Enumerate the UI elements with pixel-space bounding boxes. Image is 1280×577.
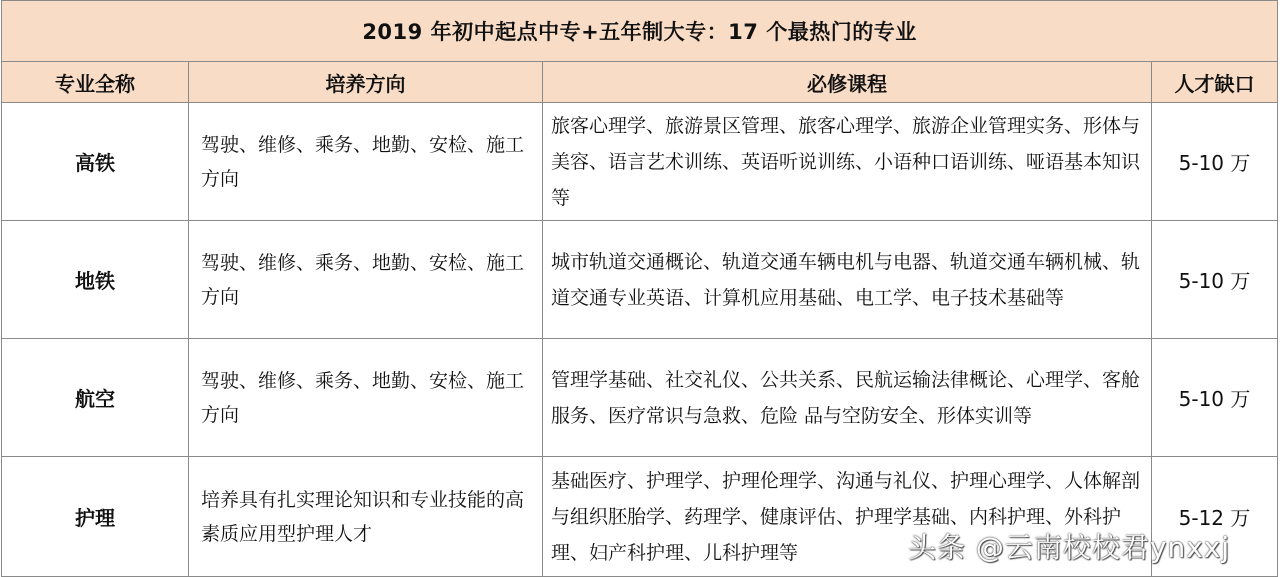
training-direction: 驾驶、维修、乘务、地勤、安检、施工方向 — [189, 103, 543, 221]
table-row — [2, 103, 1278, 221]
table-title: 2019 年初中起点中专+五年制大专：17 个最热门的专业 — [2, 1, 1278, 62]
training-direction: 培养具有扎实理论知识和专业技能的高素质应用型护理人才 — [189, 457, 543, 577]
column-header-direction: 培养方向 — [189, 62, 543, 103]
required-courses: 管理学基础、社交礼仪、公共关系、民航运输法律概论、心理学、客舱服务、医疗常识与急救、危险 品与空防安全、形体实训等 — [543, 339, 1152, 457]
table-row — [2, 339, 1278, 457]
title-row — [2, 1, 1278, 62]
majors-table — [1, 0, 1278, 577]
talent-gap: 5-10 万 — [1152, 103, 1278, 221]
major-name: 高铁 — [2, 103, 189, 221]
required-courses: 城市轨道交通概论、轨道交通车辆电机与电器、轨道交通车辆机械、轨道交通专业英语、计算机应用基础、电工学、电子技术基础等 — [543, 221, 1152, 339]
major-name: 护理 — [2, 457, 189, 577]
training-direction: 驾驶、维修、乘务、地勤、安检、施工方向 — [189, 339, 543, 457]
required-courses: 旅客心理学、旅游景区管理、旅客心理学、旅游企业管理实务、形体与美容、语言艺术训练、英语听说训练、小语种口语训练、哑语基本知识等 — [543, 103, 1152, 221]
table-row — [2, 221, 1278, 339]
header-row — [2, 62, 1278, 103]
major-name: 地铁 — [2, 221, 189, 339]
training-direction: 驾驶、维修、乘务、地勤、安检、施工方向 — [189, 221, 543, 339]
talent-gap: 5-10 万 — [1152, 339, 1278, 457]
column-header-courses: 必修课程 — [543, 62, 1152, 103]
column-header-talent-gap: 人才缺口 — [1152, 62, 1278, 103]
major-name: 航空 — [2, 339, 189, 457]
talent-gap: 5-10 万 — [1152, 221, 1278, 339]
talent-gap: 5-12 万 — [1152, 457, 1278, 577]
column-header-major: 专业全称 — [2, 62, 189, 103]
watermark-text: 头条 @云南校校君ynxxj — [908, 531, 1231, 564]
required-courses: 基础医疗、护理学、护理伦理学、沟通与礼仪、护理心理学、人体解剖与组织胚胎学、药理学、健康评估、护理学基础、内科护理、外科护理、妇产科护理、儿科护理等 — [543, 457, 1152, 577]
